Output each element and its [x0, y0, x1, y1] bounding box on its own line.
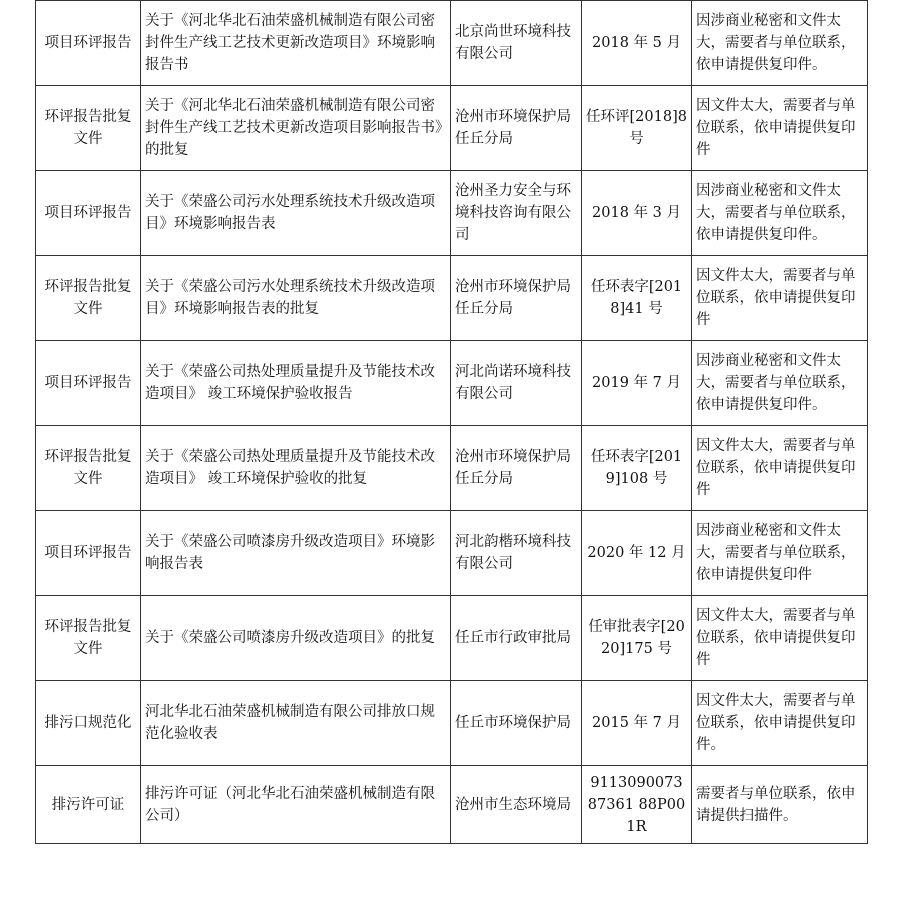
- doc-title-cell: 关于《荣盛公司污水处理系统技术升级改造项目》环境影响报告表: [141, 171, 451, 256]
- doc-type-cell: 项目环评报告: [36, 511, 141, 596]
- note-cell: 需要者与单位联系，依申请提供扫描件。: [692, 766, 868, 844]
- note-cell: 因文件太大，需要者与单位联系，依申请提供复印件: [692, 256, 868, 341]
- doc-title-cell: 关于《荣盛公司热处理质量提升及节能技术改造项目》 竣工环境保护验收的批复: [141, 426, 451, 511]
- issuer-cell: 沧州圣力安全与环境科技咨询有限公司: [451, 171, 582, 256]
- table-row: [36, 171, 868, 256]
- doc-title-cell: 河北华北石油荣盛机械制造有限公司排放口规范化验收表: [141, 681, 451, 766]
- doc-type-cell: 环评报告批复文件: [36, 596, 141, 681]
- table-row: [36, 256, 868, 341]
- note-cell: 因文件太大，需要者与单位联系，依申请提供复印件: [692, 86, 868, 171]
- date-or-number-cell: 任环评[2018]8号: [582, 86, 692, 171]
- issuer-cell: 沧州市生态环境局: [451, 766, 582, 844]
- table-row: [36, 681, 868, 766]
- issuer-cell: 河北尚诺环境科技有限公司: [451, 341, 582, 426]
- issuer-cell: 河北韵楷环境科技有限公司: [451, 511, 582, 596]
- issuer-cell: 任丘市行政审批局: [451, 596, 582, 681]
- date-or-number-cell: 2020 年 12 月: [582, 511, 692, 596]
- issuer-cell: 沧州市环境保护局任丘分局: [451, 256, 582, 341]
- issuer-cell: 北京尚世环境科技有限公司: [451, 1, 582, 86]
- table-row: [36, 86, 868, 171]
- doc-title-cell: 关于《荣盛公司喷漆房升级改造项目》的批复: [141, 596, 451, 681]
- doc-title-cell: 关于《河北华北石油荣盛机械制造有限公司密封件生产线工艺技术更新改造项目影响报告书》的批复: [141, 86, 451, 171]
- doc-type-cell: 环评报告批复文件: [36, 426, 141, 511]
- table-row: [36, 766, 868, 844]
- date-or-number-cell: 任审批表字[2020]175 号: [582, 596, 692, 681]
- note-cell: 因文件太大，需要者与单位联系，依申请提供复印件。: [692, 681, 868, 766]
- doc-type-cell: 排污口规范化: [36, 681, 141, 766]
- date-or-number-cell: 2019 年 7 月: [582, 341, 692, 426]
- issuer-cell: 任丘市环境保护局: [451, 681, 582, 766]
- doc-type-cell: 项目环评报告: [36, 341, 141, 426]
- table-row: [36, 1, 868, 86]
- table-row: [36, 596, 868, 681]
- note-cell: 因涉商业秘密和文件太大，需要者与单位联系，依申请提供复印件: [692, 511, 868, 596]
- date-or-number-cell: 任环表字[2018]41 号: [582, 256, 692, 341]
- doc-type-cell: 项目环评报告: [36, 171, 141, 256]
- table-row: [36, 511, 868, 596]
- note-cell: 因文件太大，需要者与单位联系，依申请提供复印件: [692, 426, 868, 511]
- doc-type-cell: 环评报告批复文件: [36, 86, 141, 171]
- note-cell: 因文件太大，需要者与单位联系，依申请提供复印件: [692, 596, 868, 681]
- date-or-number-cell: 2015 年 7 月: [582, 681, 692, 766]
- doc-type-cell: 排污许可证: [36, 766, 141, 844]
- doc-title-cell: 关于《荣盛公司热处理质量提升及节能技术改造项目》 竣工环境保护验收报告: [141, 341, 451, 426]
- doc-type-cell: 环评报告批复文件: [36, 256, 141, 341]
- date-or-number-cell: 任环表字[2019]108 号: [582, 426, 692, 511]
- date-or-number-cell: 2018 年 3 月: [582, 171, 692, 256]
- date-or-number-cell: 911309007387361 88P001R: [582, 766, 692, 844]
- doc-title-cell: 关于《荣盛公司污水处理系统技术升级改造项目》环境影响报告表的批复: [141, 256, 451, 341]
- document-table: [35, 0, 868, 844]
- issuer-cell: 沧州市环境保护局任丘分局: [451, 86, 582, 171]
- doc-title-cell: 排污许可证（河北华北石油荣盛机械制造有限公司）: [141, 766, 451, 844]
- doc-type-cell: 项目环评报告: [36, 1, 141, 86]
- issuer-cell: 沧州市环境保护局任丘分局: [451, 426, 582, 511]
- table-row: [36, 341, 868, 426]
- doc-title-cell: 关于《河北华北石油荣盛机械制造有限公司密封件生产线工艺技术更新改造项目》环境影响报告书: [141, 1, 451, 86]
- note-cell: 因涉商业秘密和文件太大，需要者与单位联系，依申请提供复印件。: [692, 341, 868, 426]
- note-cell: 因涉商业秘密和文件太大，需要者与单位联系，依申请提供复印件。: [692, 171, 868, 256]
- doc-title-cell: 关于《荣盛公司喷漆房升级改造项目》环境影响报告表: [141, 511, 451, 596]
- date-or-number-cell: 2018 年 5 月: [582, 1, 692, 86]
- table-row: [36, 426, 868, 511]
- note-cell: 因涉商业秘密和文件太大，需要者与单位联系，依申请提供复印件。: [692, 1, 868, 86]
